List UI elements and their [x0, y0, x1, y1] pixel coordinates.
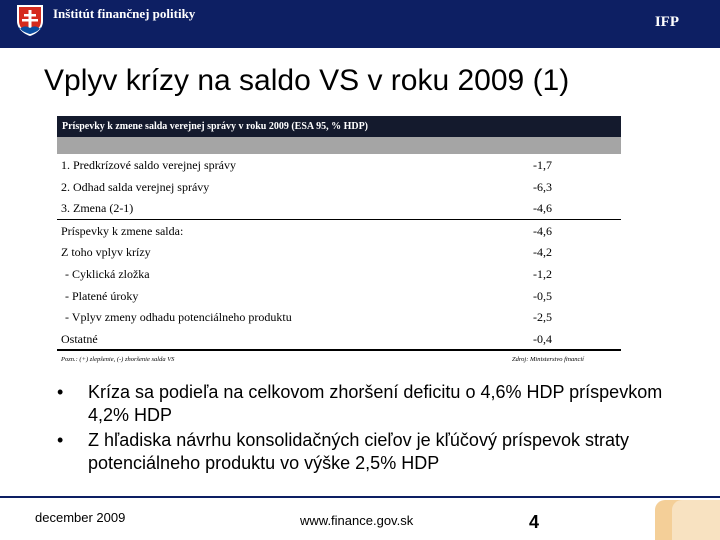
- page-number: 4: [529, 512, 540, 532]
- table-source: Zdroj: Ministerstvo financií: [512, 356, 584, 363]
- row-label: 2. Odhad salda verejnej správy: [61, 179, 210, 194]
- table-row: [57, 241, 621, 263]
- footer-date: december 2009: [35, 510, 126, 525]
- organization-abbreviation: IFP: [654, 14, 679, 30]
- row-value: -0,5: [533, 288, 552, 303]
- row-value: -2,5: [533, 310, 552, 325]
- contributions-table: [57, 154, 621, 351]
- table-row: [57, 154, 621, 176]
- table-row: [57, 306, 621, 328]
- slide-title: Vplyv krízy na saldo VS v roku 2009 (1): [44, 64, 570, 97]
- bullet-text: Z hľadiska návrhu konsolidačných cieľov je kľúčový príspevok straty potenciálneho produktu vo výške 2,5% HDP: [88, 430, 629, 473]
- row-label: 3. Zmena (2-1): [61, 201, 134, 216]
- table-row: [57, 285, 621, 307]
- table-row: [57, 263, 621, 285]
- slovak-coat-of-arms-icon: [15, 3, 45, 37]
- bullet-icon: •: [57, 430, 64, 450]
- row-value: -1,7: [533, 158, 552, 172]
- row-value: -1,2: [533, 266, 552, 281]
- row-label: - Vplyv zmeny odhadu potenciálneho produktu: [65, 310, 292, 325]
- row-value: -4,2: [533, 245, 552, 260]
- bullet-list: [57, 381, 677, 477]
- table-note: Pozn.: (+) zlepšenie, (-) zhoršenie salda VS: [61, 356, 175, 363]
- row-value: -0,4: [533, 331, 552, 346]
- row-value: -6,3: [533, 179, 552, 194]
- row-value: -4,6: [533, 223, 552, 238]
- footer-url[interactable]: www.finance.gov.sk: [300, 513, 414, 528]
- row-label: - Platené úroky: [65, 288, 139, 303]
- bullet-item: [57, 381, 677, 427]
- table-subheader-band: [57, 137, 621, 154]
- row-value: -4,6: [533, 201, 552, 216]
- corner-decoration: [655, 500, 720, 540]
- row-label: Príspevky k zmene salda:: [61, 223, 184, 238]
- bullet-icon: •: [57, 382, 64, 402]
- row-label: 1. Predkrízové saldo verejnej správy: [61, 158, 236, 172]
- table-row: [57, 328, 621, 350]
- table-row: [57, 197, 621, 220]
- bullet-text: Kríza sa podieľa na celkovom zhoršení deficitu o 4,6% HDP príspevkom 4,2% HDP: [88, 382, 663, 425]
- table-row: [57, 176, 621, 198]
- table-caption: Príspevky k zmene salda verejnej správy v roku 2009 (ESA 95, % HDP): [57, 116, 621, 137]
- row-label: Ostatné: [61, 331, 98, 346]
- row-label: - Cyklická zložka: [65, 266, 150, 281]
- table-row: [57, 220, 621, 242]
- footer-divider: [0, 496, 720, 498]
- bullet-item: [57, 429, 677, 475]
- row-label: Z toho vplyv krízy: [61, 245, 151, 260]
- organization-name: Inštitút finančnej politiky: [53, 6, 196, 21]
- header-bar: [0, 0, 720, 48]
